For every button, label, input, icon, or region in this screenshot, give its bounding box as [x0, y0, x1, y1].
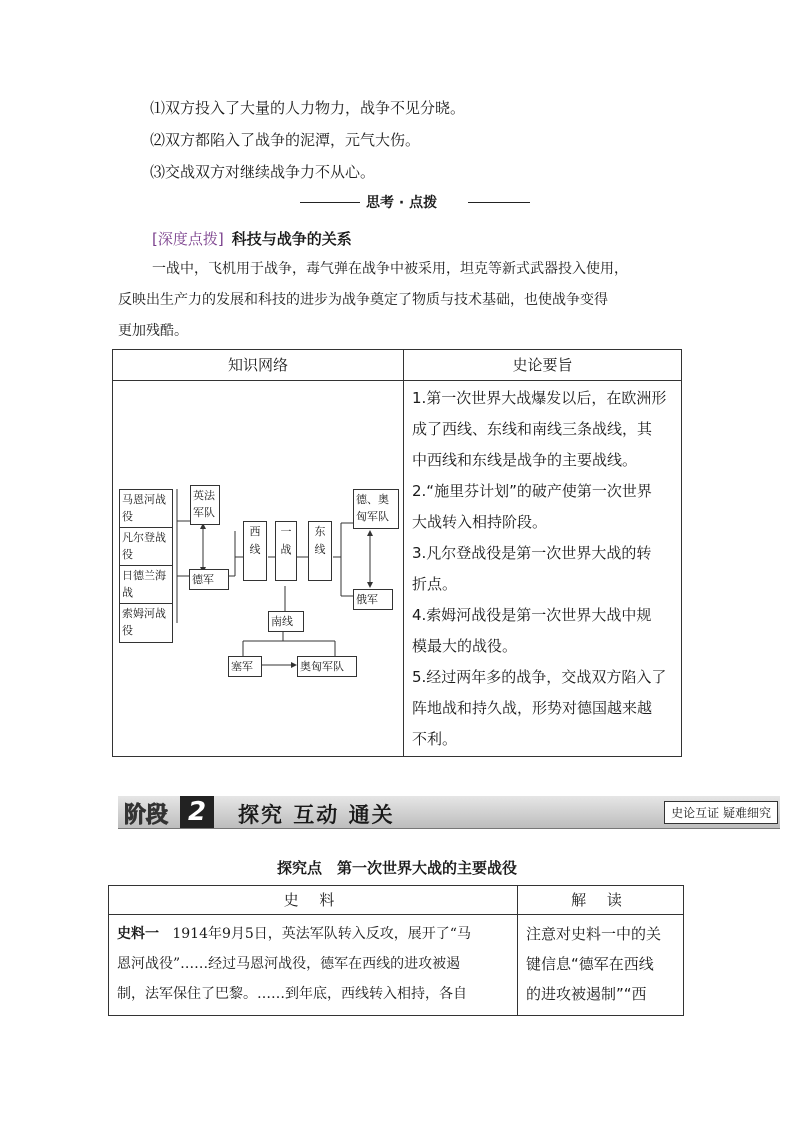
deep-line-3: 更加残酷。 — [118, 323, 188, 339]
interp-line-1: 注意对史料一中的关 — [526, 925, 662, 943]
battle-verdun: 凡尔登战役 — [119, 527, 173, 567]
anglo-french-army: 英法军队 — [190, 485, 220, 525]
think-header — [300, 192, 530, 212]
source-line-3: 制，法军保住了巴黎。……到年底，西线转入相持，各自 — [117, 986, 467, 1002]
explore-title: 探究点 第一次世界大战的主要战役 — [276, 859, 517, 877]
key-point-line: 模最大的战役。 — [412, 637, 518, 655]
key-point-line: 3.凡尔登战役是第一次世界大战的转 — [412, 544, 652, 562]
stage-subtitle-badge: 史论互证 疑难细究 — [664, 801, 778, 824]
point-line-3: ⑶交战双方对继续战争力不从心。 — [150, 163, 376, 181]
interpretation-cell — [518, 915, 684, 1016]
deep-point-header — [152, 228, 352, 249]
stage-label: 阶段 — [124, 803, 169, 828]
knowledge-table — [112, 349, 682, 757]
knowledge-network-cell — [113, 381, 404, 757]
ww1-node: 一战 — [275, 521, 297, 581]
deep-line-1: 一战中，飞机用于战争，毒气弹在战争中被采用，坦克等新式武器投入使用， — [152, 261, 628, 277]
key-point-line: 5.经过两年多的战争，交战双方陷入了 — [412, 668, 667, 686]
source-line-1 — [117, 919, 511, 949]
key-point-line: 成了西线、东线和南线三条战线，其 — [412, 420, 653, 438]
war-diagram — [113, 381, 403, 756]
interp-line-2: 键信息“德军在西线 — [526, 955, 654, 973]
stage-banner — [118, 796, 780, 829]
source-line-2: 恩河战役”……经过马恩河战役，德军在西线的进攻被遏 — [117, 956, 461, 972]
battle-marne: 马恩河战役 — [119, 489, 173, 529]
key-point-line: 不利。 — [412, 730, 458, 748]
think-header-label: 思考 · 点拨 — [366, 195, 438, 211]
source-line-1-text: 1914年9月5日，英法军队转入反攻，展开了“马 — [172, 926, 471, 942]
source-table — [108, 885, 684, 1016]
interpretation-header: 解 读 — [518, 886, 684, 915]
stage-title: 探究 互动 通关 — [238, 802, 395, 827]
key-point-line: 大战转入相持阶段。 — [412, 513, 548, 531]
german-army: 德军 — [189, 569, 229, 590]
key-point-line: 1.第一次世界大战爆发以后，在欧洲形 — [412, 389, 667, 407]
key-points-header: 史论要旨 — [404, 350, 682, 381]
battle-jutland: 日德兰海战 — [119, 565, 173, 605]
deep-point-tag: [深度点拨] — [152, 230, 224, 248]
deep-point-title: 科技与战争的关系 — [231, 230, 352, 248]
key-points — [404, 381, 681, 755]
stage-number: 2 — [180, 796, 214, 828]
deep-line-2: 反映出生产力的发展和科技的进步为战争奠定了物质与技术基础，也使战争变得 — [118, 292, 608, 308]
key-point-line: 2.“施里芬计划”的破产使第一次世界 — [412, 482, 652, 500]
point-line-1: ⑴双方投入了大量的人力物力，战争不见分晓。 — [150, 99, 466, 117]
knowledge-network-header: 知识网络 — [113, 350, 404, 381]
source-cell — [109, 915, 518, 1016]
russian-army: 俄军 — [353, 589, 393, 610]
key-point-line: 4.索姆河战役是第一次世界大战中规 — [412, 606, 652, 624]
southern-front: 南线 — [268, 611, 304, 632]
german-austrian-army: 德、奥匈军队 — [353, 489, 399, 529]
key-point-line: 折点。 — [412, 575, 458, 593]
source-label: 史料一 — [117, 926, 159, 942]
serbian-army: 塞军 — [228, 656, 262, 677]
western-front: 西线 — [243, 521, 267, 581]
austro-hungarian-army: 奥匈军队 — [297, 656, 357, 677]
battle-somme: 索姆河战役 — [119, 603, 173, 643]
point-line-2: ⑵双方都陷入了战争的泥潭，元气大伤。 — [150, 131, 421, 149]
deep-point-paragraph — [118, 254, 688, 347]
key-point-line: 阵地战和持久战，形势对德国越来越 — [412, 699, 653, 717]
key-points-cell — [404, 381, 682, 757]
eastern-front: 东线 — [308, 521, 332, 581]
key-point-line: 中西线和东线是战争的主要战线。 — [412, 451, 638, 469]
interp-line-3: 的进攻被遏制”“西 — [526, 985, 647, 1003]
source-header: 史 料 — [109, 886, 518, 915]
